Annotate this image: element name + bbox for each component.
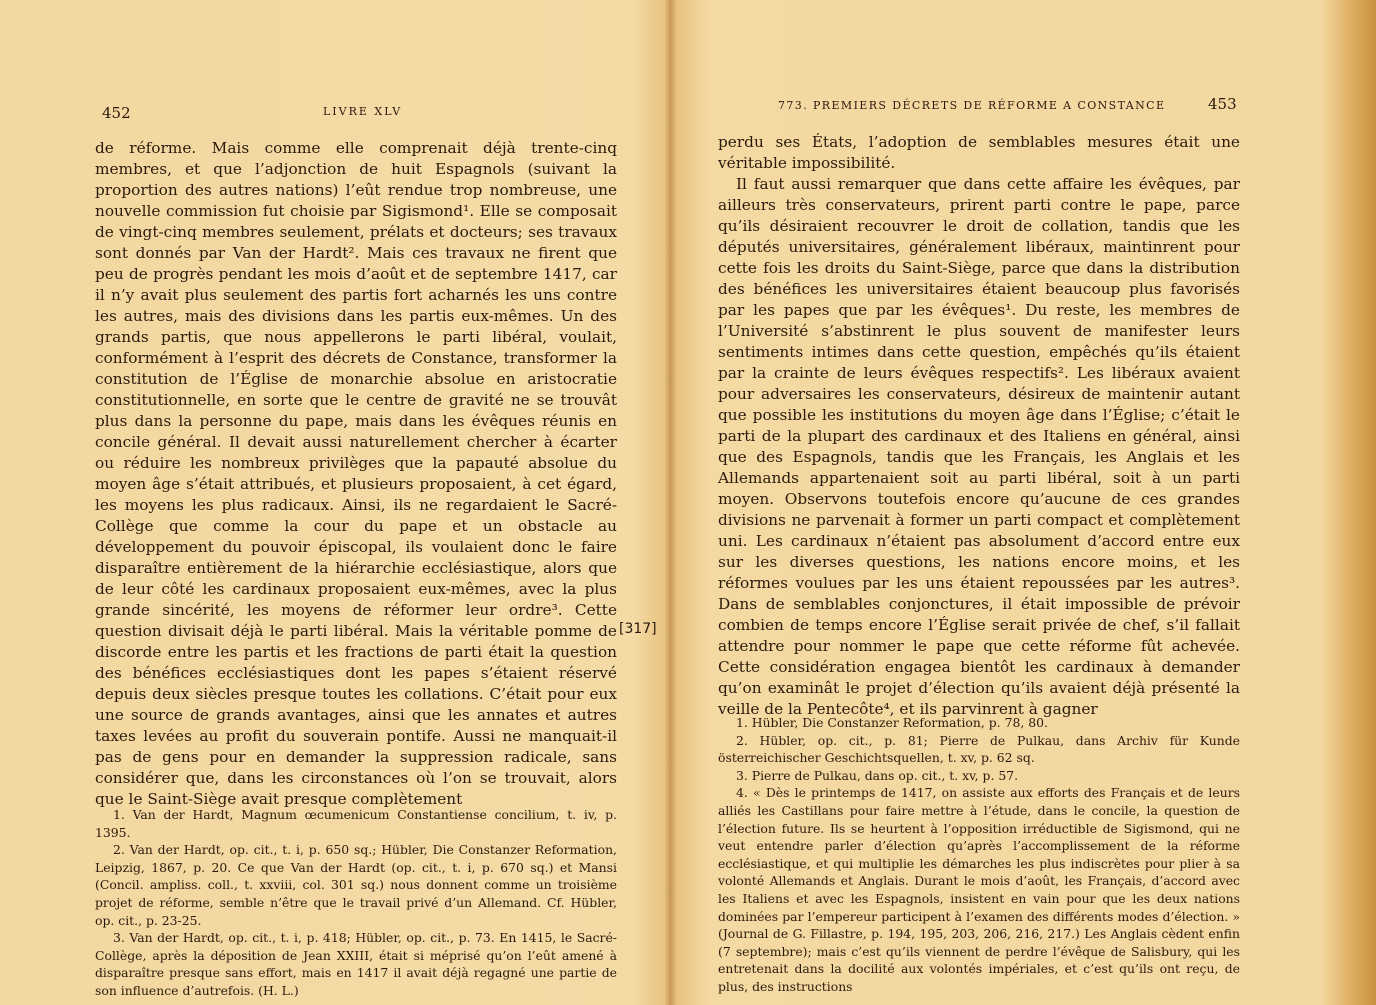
- footnote: 2. Hübler, op. cit., p. 81; Pierre de Pulkau, dans Archiv für Kunde österreichischer Geschichtsquellen, t. xv, p. 62 sq.: [718, 732, 1240, 766]
- page-number: 453: [1208, 95, 1237, 113]
- running-head-title: 773. PREMIERS DÉCRETS DE RÉFORME A CONSTANCE: [778, 99, 1166, 112]
- footnotes: [95, 806, 617, 1000]
- footnote: 3. Van der Hardt, op. cit., t. i, p. 418; Hübler, op. cit., p. 73. En 1415, le Sacré-Collège, après la déposition de Jean XXIII, était si méprisé qu’on l’eût amené à disparaître presque sans effort, mais en 1417 il avait déjà regagné une partie de son influence d’autrefois. (H. L.): [95, 930, 617, 998]
- left-page: [95, 0, 657, 1005]
- footnote: 4. « Dès le printemps de 1417, on assiste aux efforts des Français et de leurs alliés les Castillans pour faire mettre à l’étude, dans le concile, la question de l’élection future. Ils se heurtent à l’opposition irréductible de Sigismond, qui ne veut entendre parler d’élection qu’après l’accomplissement de la réforme ecclésiastique, et qui multiplie les démarches les plus indiscrètes pour plier à sa volonté Allemands et Anglais. Durant le mois d’août, les Français, d’accord avec les Italiens et avec les Espagnols, insistent en vain pour que les deux nations dominées par l’empereur participent à l’examen des différents modes d’élection. » (Journal de G. Fillastre, p. 194, 195, 203, 206, 216, 217.) Les Anglais cèdent enfin (7 septembre); mais c’est qu’ils viennent de perdre l’évêque de Salisbury, qui les entretenait dans la docilité aux volontés impériales, et c’est qu’ils ont reçu, de plus, des instructions: [718, 785, 1240, 994]
- body-text: [95, 138, 617, 810]
- running-header: [718, 95, 1240, 119]
- footnotes: [718, 714, 1240, 996]
- footnote: 2. Van der Hardt, op. cit., t. i, p. 650 sq.; Hübler, Die Constanzer Reformation, Leipzig, 1867, p. 20. Ce que Van der Hardt (op. cit., t. i, p. 670 sq.) et Mansi (Concil. ampliss. coll., t. xxviii, col. 301 sq.) nous donnent comme un troisième projet de réforme, semble n’être que le travail privé d’un Allemand. Cf. Hübler, op. cit., p. 23-25.: [95, 842, 617, 928]
- running-head-title: LIVRE XLV: [323, 105, 403, 118]
- margin-reference: [317]: [619, 621, 657, 637]
- footnote: 1. Van der Hardt, Magnum œcumenicum Constantiense concilium, t. iv, p. 1395.: [95, 807, 617, 840]
- right-page: [718, 0, 1240, 1005]
- paragraph: de réforme. Mais comme elle comprenait déjà trente-cinq membres, et que l’adjonction de huit Espagnols (suivant la proportion des autres nations) l’eût rendue trop nombreuse, une nouvelle commission fut choisie par Sigismond¹. Elle se composait de vingt-cinq membres seulement, prélats et docteurs; ses travaux sont donnés par Van der Hardt². Mais ces travaux ne firent que peu de progrès pendant les mois d’août et de septembre 1417, car il n’y avait plus seulement des partis fort acharnés les uns contre les autres, mais des divisions dans les partis eux-mêmes. Un des grands partis, que nous appellerons le parti libéral, voulait, conformément à l’esprit des décrets de Constance, transformer la constitution de l’Église de monarchie absolue en aristocratie constitutionnelle, en sorte que le centre de gravité ne se trouvât plus dans la personne du pape, mais dans les évêques réunis en concile général. Il devait aussi naturellement chercher à écarter ou réduire les nombreux privilèges que la papauté absolue du moyen âge s’était attribués, et plusieurs proposaient, à cet égard, les moyens les plus radicaux. Ainsi, ils ne regardaient le Sacré-Collège que comme la cour du pape et un obstacle au développement du pouvoir épiscopal, ils voulaient donc le faire disparaître entièrement de la hiérarchie ecclésiastique, alors que de leur côté les cardinaux proposaient eux-mêmes, avec la plus grande sincérité, les moyens de réformer leur ordre³. Cette question divisait déjà le parti libéral. Mais la véritable pomme de discorde entre les partis et les fractions de parti était la question des bénéfices ecclésiastiques dont les papes s’étaient réservé depuis deux siècles presque toutes les collations. C’était pour eux une source de grands avantages, ainsi que les annates et autres taxes levées au profit du souverain pontife. Aussi ne manquait-il pas de gens pour en demander la suppression radicale, sans considérer que, dans les circonstances où l’on se trouvait, alors que le Saint-Siège avait presque complètement: [95, 139, 617, 808]
- body-text: [718, 132, 1240, 720]
- paragraph: perdu ses États, l’adoption de semblables mesures était une véritable impossibilité.: [718, 133, 1240, 172]
- page-number: 452: [102, 104, 131, 122]
- footnote: 3. Pierre de Pulkau, dans op. cit., t. xv, p. 57.: [736, 767, 1019, 783]
- footnote: 1. Hübler, Die Constanzer Reformation, p. 78, 80.: [736, 715, 1048, 730]
- paragraph: Il faut aussi remarquer que dans cette affaire les évêques, par ailleurs très conservateurs, prirent parti contre le pape, parce qu’ils désiraient recouvrer le droit de collation, tandis que les députés universitaires, généralement libéraux, maintinrent pour cette fois les droits du Saint-Siège, parce que dans la distribution des bénéfices les universitaires étaient beaucoup plus favorisés par les papes que par les évêques¹. Du reste, les membres de l’Université s’abstinrent le plus souvent de manifester leurs sentiments intimes dans cette question, empêchés qu’ils étaient par la crainte de leurs évêques respectifs². Les libéraux avaient pour adversaires les conservateurs, désireux de maintenir autant que possible les institutions du moyen âge dans l’Église; c’était le parti de la plupart des cardinaux et des Italiens en général, ainsi que des Espagnols, tandis que les Français, les Anglais et les Allemands appartenaient soit au parti libéral, soit à un parti moyen. Observons toutefois encore qu’aucune de ces grandes divisions ne parvenait à former un parti compact et complètement uni. Les cardinaux n’étaient pas absolument d’accord entre eux sur les diverses questions, les nations encore moins, et les réformes voulues par les uns étaient repoussées par les autres³. Dans de semblables conjonctures, il était impossible de prévoir combien de temps encore l’Église serait privée de chef, s’il fallait attendre pour nommer le pape que cette réforme fût achevée. Cette considération engagea bientôt les cardinaux à demander qu’on examinât le projet d’élection qu’ils avaient déjà présenté la veille de la Pentecôte⁴, et ils parvinrent à gagner: [718, 175, 1240, 718]
- running-header: [95, 95, 617, 122]
